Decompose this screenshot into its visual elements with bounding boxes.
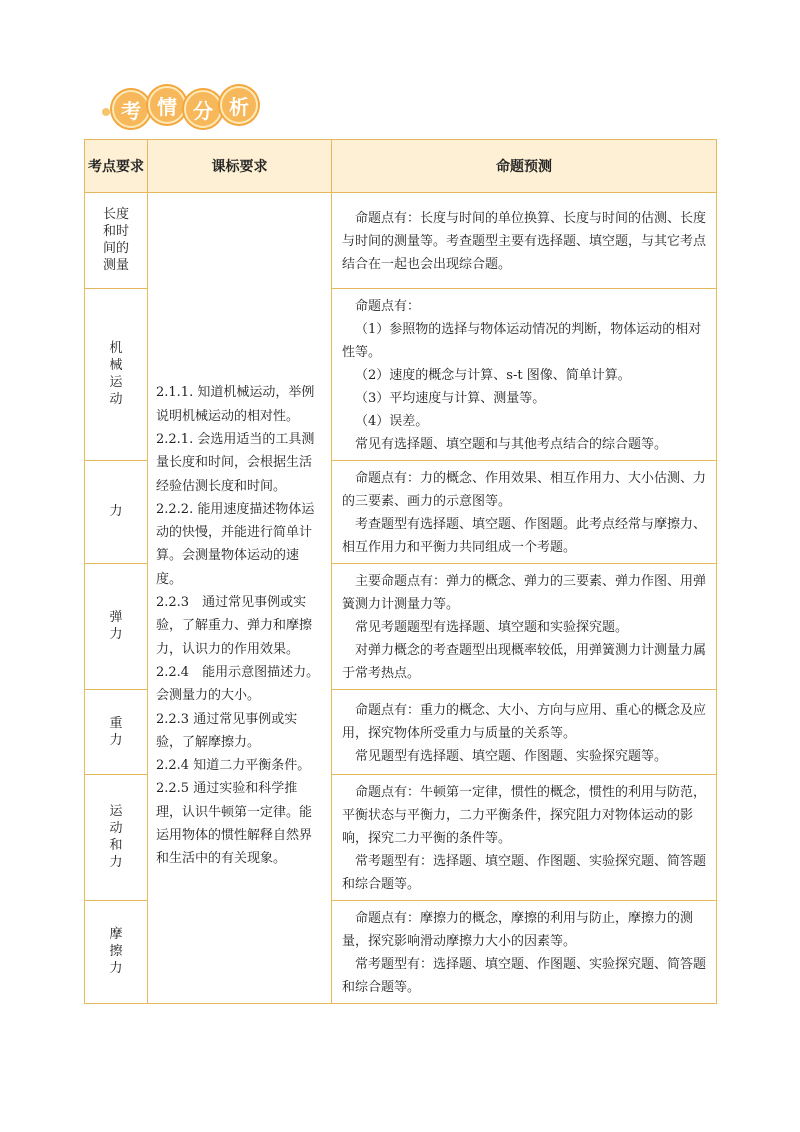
prediction-cell [332,690,717,775]
topic-cell [85,289,148,461]
prediction-text: （3）平均速度与计算、测量等。 [355,391,546,406]
topic-cell [85,193,148,289]
prediction-cell [332,193,717,289]
requirement-item: 2.2.2. 能用速度描述物体运动的快慢，并能进行简单计算。会测量物体运动的速度。 [156,501,315,587]
prediction-cell [332,775,717,901]
topic-cell [85,461,148,564]
prediction-text: 命题点有：长度与时间的单位换算、长度与时间的估测、长度与时间的测量等。考查题型主要有选择题、填空题，与其它考点结合在一起也会出现综合题。 [342,211,707,272]
exam-analysis-table [84,139,717,1004]
topic-label: 摩擦力 [109,927,123,976]
topic-cell [85,775,148,901]
prediction-text: 命题点有： [355,299,421,314]
prediction-text: 常见考题题型有选择题、填空题和实验探究题。 [355,620,629,635]
header-requirements: 课标要求 [148,140,332,193]
prediction-cell [332,461,717,564]
prediction-text: （2）速度的概念与计算、s-t 图像、简单计算。 [355,368,631,383]
requirement-item: 2.2.3 通过常见事例或实验，了解重力、弹力和摩擦力，认识力的作用效果。 [156,595,313,657]
decor-dot [102,108,110,116]
prediction-cell [332,564,717,690]
title-char: 情 [148,86,186,124]
header-topic: 考点要求 [85,140,148,193]
table-row [85,193,717,289]
topic-cell [85,690,148,775]
prediction-text: 常见有选择题、填空题和与其他考点结合的综合题等。 [355,437,668,452]
prediction-text: 命题点有：摩擦力的概念，摩擦的利用与防止，摩擦力的测量，探究影响滑动摩擦力大小的因素等。 [342,911,694,949]
title-char: 考 [112,90,150,128]
prediction-text: 主要命题点有：弹力的概念、弹力的三要素、弹力作图、用弹簧测力计测量力等。 [342,574,707,612]
prediction-text: 常见题型有选择题、填空题、作图题、实验探究题等。 [355,748,668,764]
topic-label: 力 [109,504,123,519]
prediction-text: 常考题型有：选择题、填空题、作图题、实验探究题、简答题和综合题等。 [342,957,707,995]
requirement-item: 2.2.3 通过常见事例或实验，了解摩擦力。 [156,711,298,750]
requirements-cell [148,193,332,1004]
requirement-item: 2.2.4 能用示意图描述力。会测量力的大小。 [156,664,320,704]
header-row [85,140,717,193]
prediction-text: 命题点有：重力的概念、大小、方向与应用、重心的概念及应用，探究物体所受重力与质量的关系等。 [342,702,707,741]
title-char: 析 [220,86,258,124]
prediction-text: 命题点有：力的概念、作用效果、相互作用力、大小估测、力的三要素、画力的示意图等。 [342,471,707,509]
prediction-text: 对弹力概念的考查题型出现概率较低，用弹簧测力计测量力属于常考热点。 [342,643,707,681]
prediction-text: （4）误差。 [355,414,429,429]
topic-cell [85,901,148,1004]
requirement-item: 2.2.1. 会选用适当的工具测量长度和时间，会根据生活经验估测长度和时间。 [156,431,315,494]
title-char: 分 [184,90,222,128]
topic-label: 机械运动 [109,341,123,407]
prediction-text: 命题点有：牛顿第一定律，惯性的概念，惯性的利用与防范，平衡状态与平衡力，二力平衡条件，探究阻力对物体运动的影响，探究二力平衡的条件等。 [342,785,707,846]
topic-label: 重力 [109,715,123,748]
header-prediction: 命题预测 [332,140,717,193]
topic-label: 弹力 [109,610,123,642]
requirement-item: 2.1.1. 知道机械运动，举例说明机械运动的相对性。 [156,385,315,424]
topic-label: 长度和时间的测量 [102,207,129,273]
section-title-badge [112,86,256,126]
requirement-item: 2.2.5 通过实验和科学推理，认识牛顿第一定律。能运用物体的惯性解释自然界和生活中的有关现象。 [156,781,313,867]
prediction-cell [332,289,717,461]
topic-cell [85,564,148,690]
topic-label: 运动和力 [109,804,123,870]
prediction-text: 考查题型有选择题、填空题、作图题。此考点经常与摩擦力、相互作用力和平衡力共同组成一个考题。 [342,517,707,555]
prediction-text: 常考题型有：选择题、填空题、作图题、实验探究题、简答题和综合题等。 [342,854,707,892]
requirement-item: 2.2.4 知道二力平衡条件。 [156,758,311,774]
prediction-cell [332,901,717,1004]
prediction-text: （1）参照物的选择与物体运动情况的判断，物体运动的相对性等。 [342,322,702,360]
